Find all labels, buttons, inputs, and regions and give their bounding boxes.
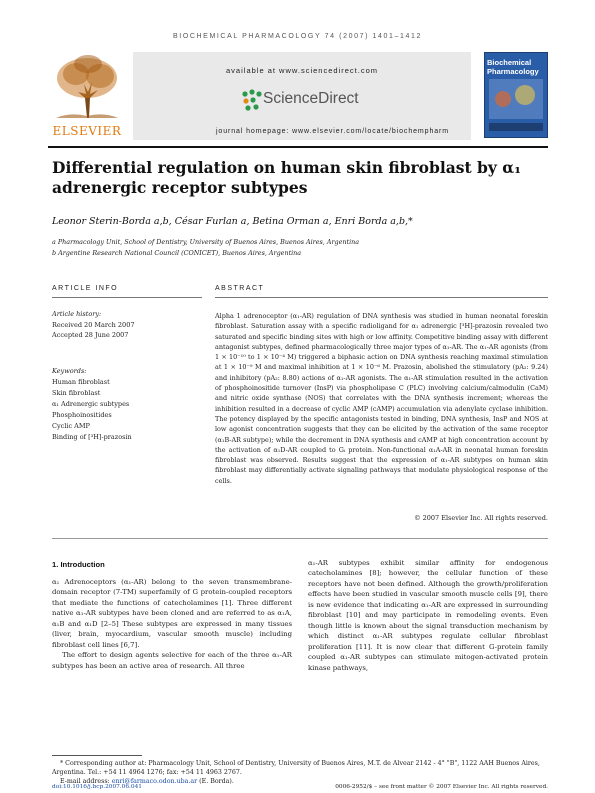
affiliation-b: b Argentine Research National Council (CONICET), Buenos Aires, Argentina	[52, 249, 302, 257]
availability-line: available at www.sciencedirect.com	[226, 66, 378, 75]
sciencedirect-wordmark: ScienceDirect	[263, 90, 359, 107]
svg-text:ELSEVIER: ELSEVIER	[52, 124, 122, 138]
doi-text[interactable]: doi:10.1016/j.bcp.2007.06.041	[52, 784, 142, 790]
journal-homepage[interactable]: journal homepage: www.elsevier.com/locate/biochempharm	[215, 128, 449, 135]
email-link[interactable]: enri@farmaco.odon.uba.ar	[111, 778, 198, 785]
keywords-label: Keywords:	[52, 367, 87, 375]
article-info-heading: ARTICLE INFO	[52, 285, 119, 292]
article-info-rule	[52, 297, 202, 298]
issn-line: 0006-2952/$ – see front matter © 2007 Elsevier Inc. All rights reserved.	[335, 784, 548, 790]
elsevier-logo	[48, 52, 126, 138]
affiliation-a: a Pharmacology Unit, School of Dentistry, University of Buenos Aires, Buenos Aires, Argentina	[52, 238, 360, 246]
keyword-item: Phosphoinositides	[52, 411, 112, 419]
history-label: Article history:	[52, 310, 102, 318]
header-rule	[48, 146, 548, 148]
abstract-rule	[215, 297, 548, 298]
abstract-heading: ABSTRACT	[215, 285, 265, 292]
keyword-item: Binding of [³H]-prazosin	[52, 433, 132, 441]
doi-link[interactable]	[52, 783, 252, 792]
keyword-item: Skin fibroblast	[52, 389, 101, 397]
corresponding-author-note: * Corresponding author at: Pharmacology Unit, School of Dentistry, University of Buenos Aires, M.T. de Alvear 2142 - 4° "B", 1122 AAH Buenos Aires, Argentina. Tel.: +54 11 4964 1276; fax: +54 11 4963 2767.	[52, 760, 540, 776]
cover-title: Biochemical Pharmacology	[487, 58, 539, 76]
email-suffix: (E. Borda).	[197, 778, 234, 785]
accepted-date: Accepted 28 June 2007	[52, 331, 129, 339]
footnote-rule	[52, 755, 142, 756]
intro-paragraph: α₁-AR subtypes exhibit similar affinity for endogenous catecholamines [8]; however, the cellular function of these receptors have not been defined. Although the growth/proliferation effects have been studied in vascular smooth muscle cells [9], there is new evidence that indicating α₁-AR are expressed in surrounding fibroblast [10] and may participate in remodeling events. Even though little is known about the signal transduction mechanism by which distinct α₁-AR subtypes regulate cellular fibroblast proliferation [11]. It is now clear that different G-protein family coupled α₁-AR subtypes can stimulate mitogen-activated protein kinase pathways,	[308, 559, 548, 672]
intro-paragraph: The effort to design agents selective for each of the three α₁-AR subtypes has been an active area of research. All three	[52, 651, 292, 670]
received-date: Received 20 March 2007	[52, 321, 135, 329]
keyword-item: Human fibroblast	[52, 378, 110, 386]
introduction-heading: 1. Introduction	[52, 560, 105, 569]
author-list: Leonor Sterin-Borda a,b, César Furlan a, Betina Orman a, Enri Borda a,b,*	[52, 216, 413, 227]
keyword-item: α₁ Adrenergic subtypes	[52, 400, 130, 408]
abstract-text: Alpha 1 adrenoceptor (α₁-AR) regulation of DNA synthesis was studied in human neonatal foreskin fibroblast. Saturation assay with a specific radioligand for α₁ adrenergic [³H]-prazosin revealed two saturated and specific binding sites with high or low affinity. Competitive binding assay with different antagonist subtypes, defined pharmacologically three major types of α₁-AR. The α₁-AR agonists (from 1 × 10⁻¹⁰ to 1 × 10⁻⁴ M) triggered a biphasic action on DNA synthesis reaching maximal stimulation at 1 × 10⁻⁹ M and maximal inhibition at 1 × 10⁻⁶ M. Prazosin, abolished the stimulatory (pA₂: 9.24) and inhibitory (pA₂: 8.80) actions of α₁-AR agonists. The α₁-AR stimulation resulted in the activation of phosphoinositide turnover (InsP) via phospholipase C (PLC) involving calcium/calmodulin (CaM) and nitric oxide synthase (NOS) that correlates with the DNA synthesis increment; whereas the inhibition resulted in a decrease of cyclic AMP (cAMP) accumulation via adenylate cyclase inhibition. The potency displayed by the specific antagonists tested in binding, DNA synthesis, InsP and NOS at low agonist concentration suggests that they can be elicited by the activation of the same receptor (α₁B-AR subtype); while the decrement in DNA synthesis and cAMP at high concentration account by the activation of α₁D-AR coupled to Gᵢ protein. Non-functional α₁A-AR in neonatal human foreskin fibroblast was observed. Results suggest that the expression of α₁-AR subtypes on human skin fibroblast may differentially activate signaling pathways that modulate physiological response of the cells.	[215, 312, 548, 485]
article-title: Differential regulation on human skin fibroblast by α₁ adrenergic receptor subtypes	[52, 158, 521, 197]
abstract-copyright: © 2007 Elsevier Inc. All rights reserved.	[414, 514, 548, 522]
intro-right-column	[308, 558, 548, 673]
keyword-item: Cyclic AMP	[52, 422, 90, 430]
intro-paragraph: α₁ Adrenoceptors (α₁-AR) belong to the seven transmembrane-domain receptor (7-TM) superfamily of G protein-coupled receptors that mediate the functions of catecholamines [1]. Three different native α₁-AR subtypes have been cloned and are referred to as α₁A, α₁B and α₁D [2–5] These subtypes are expressed in many tissues (liver, brain, myocardium, vascular smooth muscle) including fibroblast cell lines [6,7].	[52, 578, 292, 649]
section-rule	[52, 538, 548, 539]
intro-left-column	[52, 577, 292, 671]
journal-running-header: BIOCHEMICAL PHARMACOLOGY 74 (2007) 1401–1412	[173, 33, 422, 40]
email-label: E-mail address:	[60, 778, 112, 785]
